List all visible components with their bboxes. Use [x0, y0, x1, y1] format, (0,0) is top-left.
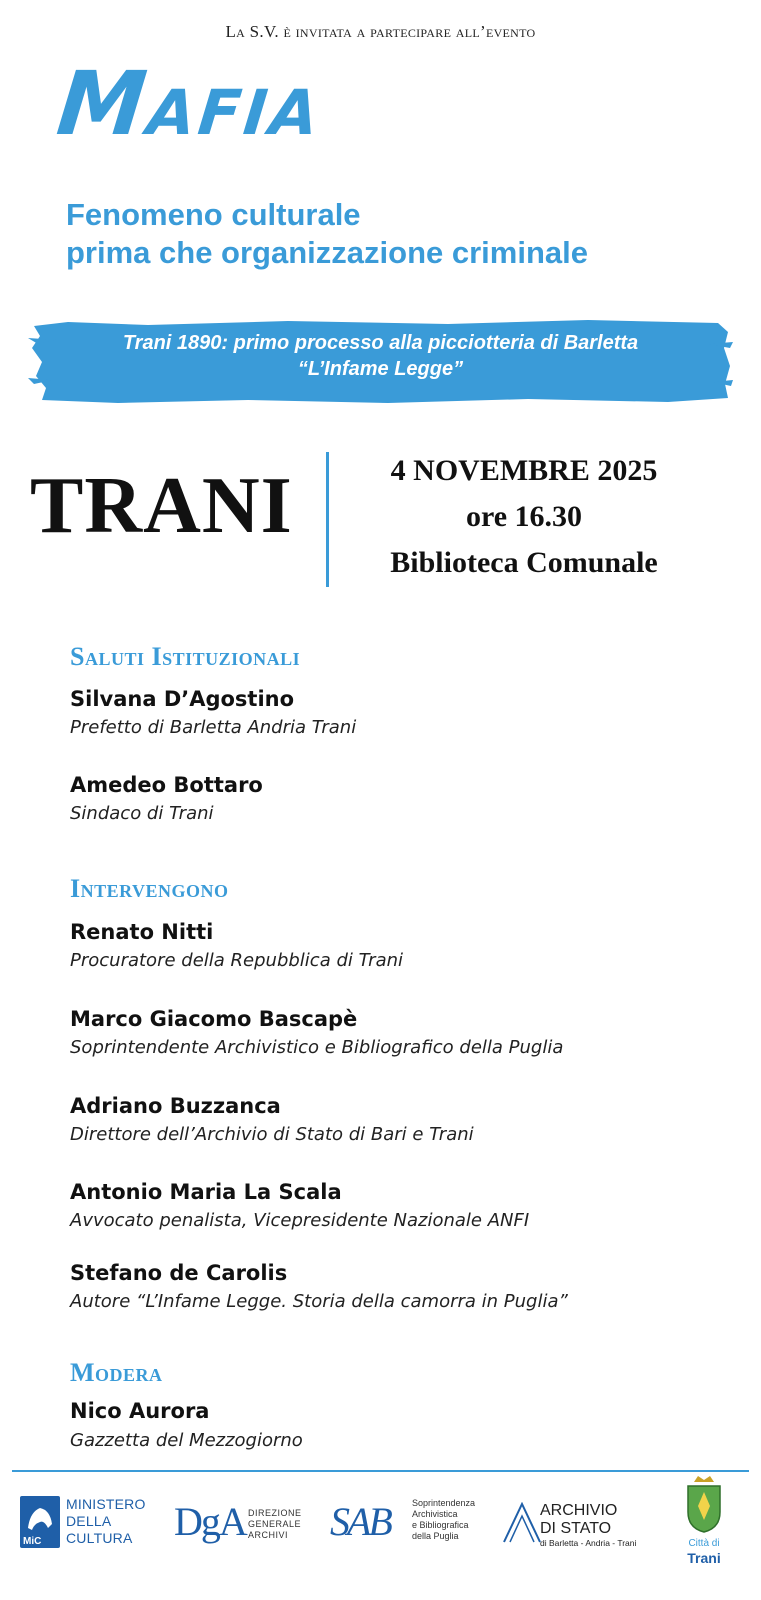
event-venue: Biblioteca Comunale [390, 546, 658, 579]
event-city: TRANI [30, 462, 293, 550]
sab-mark: SAB [330, 1499, 390, 1544]
ministero-cultura-logo [20, 1496, 160, 1556]
banner-line-1: Trani 1890: primo processo alla picciotteria di Barletta [122, 332, 639, 354]
as-line-3: di Barletta - Andria - Trani [540, 1538, 637, 1548]
banner-line-2: “L’Infame Legge” [297, 358, 464, 380]
archivio-a-icon [502, 1502, 542, 1544]
event-details [344, 448, 704, 586]
sab-line-1: Soprintendenza [412, 1498, 476, 1508]
speaker-role: Direttore dell’Archivio di Stato di Bari e Trani [70, 1124, 474, 1145]
section-title-saluti: Saluti Istituzionali [70, 642, 301, 671]
speaker-name: Renato Nitti [70, 920, 214, 944]
speaker-name: Amedeo Bottaro [70, 773, 263, 797]
sab-line-2: Archivistica [412, 1509, 458, 1519]
moderator-name: Nico Aurora [70, 1399, 210, 1423]
soprintendenza-logo [330, 1498, 490, 1554]
subtitle-line-2: prima che organizzazione criminale [66, 235, 588, 270]
speaker-role: Avvocato penalista, Vicepresidente Nazionale ANFI [70, 1210, 530, 1231]
section-title-modera: Modera [70, 1358, 163, 1387]
mic-emblem-icon [20, 1496, 60, 1548]
mic-line-2: DELLA [66, 1513, 112, 1529]
dga-mark: DgA [174, 1499, 246, 1544]
mic-line-3: CULTURA [66, 1530, 133, 1546]
sab-line-4: della Puglia [412, 1531, 459, 1541]
event-subtitle [66, 196, 726, 272]
speaker-role: Soprintendente Archivistico e Bibliografico della Puglia [70, 1037, 564, 1058]
speaker-role: Sindaco di Trani [70, 803, 214, 824]
dga-line-3: ARCHIVI [248, 1530, 289, 1540]
banner-text [28, 330, 733, 382]
subtitle-line-1: Fenomeno culturale [66, 197, 361, 232]
mic-line-1: MINISTERO [66, 1496, 146, 1512]
citta-trani-logo [680, 1476, 740, 1586]
speaker-name: Stefano de Carolis [70, 1261, 288, 1285]
speaker-name: Antonio Maria La Scala [70, 1180, 342, 1204]
section-title-intervengono: Intervengono [70, 874, 229, 903]
speaker-role: Prefetto di Barletta Andria Trani [70, 717, 357, 738]
speaker-name: Adriano Buzzanca [70, 1094, 281, 1118]
trani-line-2: Trani [687, 1550, 721, 1566]
footer-divider [12, 1470, 749, 1472]
event-time: ore 16.30 [465, 500, 583, 533]
as-line-2: DI STATO [540, 1520, 612, 1537]
as-line-1: ARCHIVIO [540, 1502, 618, 1519]
mic-badge: MiC [23, 1536, 42, 1547]
speaker-role: Procuratore della Repubblica di Trani [70, 950, 404, 971]
sab-line-3: e Bibliografica [412, 1520, 469, 1530]
divider-line [326, 452, 329, 587]
speaker-role: Autore “L’Infame Legge. Storia della camorra in Puglia” [70, 1291, 568, 1312]
dga-logo [174, 1500, 314, 1550]
event-date: 4 NOVEMBRE 2025 [390, 454, 658, 487]
trani-crest-icon [684, 1476, 724, 1534]
dga-line-2: GENERALE [248, 1519, 302, 1529]
archivio-stato-logo [502, 1500, 672, 1550]
trani-line-1: Città di [688, 1538, 720, 1549]
speaker-name: Silvana D’Agostino [70, 687, 295, 711]
moderator-role: Gazzetta del Mezzogiorno [70, 1430, 303, 1451]
dga-line-1: DIREZIONE [248, 1508, 302, 1518]
event-title: Mafia [52, 52, 328, 155]
invitation-line: La S.V. è invitata a partecipare all’evento [225, 22, 536, 41]
speaker-name: Marco Giacomo Bascapè [70, 1007, 358, 1031]
